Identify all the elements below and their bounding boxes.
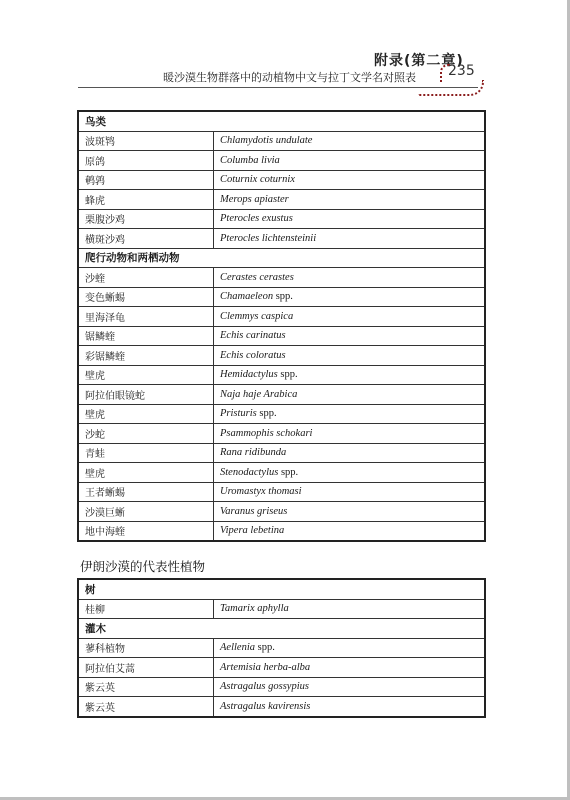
chinese-name-cell: 变色蜥蜴	[78, 287, 214, 307]
chinese-name-cell: 鹌鹑	[78, 170, 214, 190]
chinese-name-cell: 壁虎	[78, 404, 214, 424]
chinese-name-cell: 蜂虎	[78, 190, 214, 210]
table-row	[78, 268, 485, 288]
table-row	[78, 346, 485, 366]
chinese-name-cell: 壁虎	[78, 463, 214, 483]
latin-name-text: Psammophis schokari	[220, 427, 313, 439]
chinese-name-cell: 壁虎	[78, 365, 214, 385]
table-row	[78, 502, 485, 522]
group-row	[78, 248, 485, 268]
latin-name-text: Echis coloratus	[220, 349, 286, 361]
latin-name-cell	[214, 424, 486, 444]
latin-name-text: Coturnix coturnix	[220, 174, 295, 186]
chinese-name-cell: 栗腹沙鸡	[78, 209, 214, 229]
group-heading: 爬行动物和两栖动物	[78, 248, 485, 268]
table-row	[78, 638, 485, 658]
chinese-name-cell: 沙漠巨蜥	[78, 502, 214, 522]
table-row	[78, 599, 485, 619]
latin-name-text: Pterocles exustus	[220, 213, 293, 225]
chinese-name-cell: 原鸽	[78, 151, 214, 171]
latin-name-text: Chlamydotis undulate	[220, 135, 313, 147]
chinese-name-cell: 紫云英	[78, 677, 214, 697]
latin-name-cell	[214, 385, 486, 405]
table-row	[78, 190, 485, 210]
latin-name-text: Stenodactylus	[220, 466, 279, 478]
latin-name-cell	[214, 326, 486, 346]
chinese-name-cell: 沙蛇	[78, 424, 214, 444]
latin-name-cell	[214, 365, 486, 385]
table-row	[78, 658, 485, 678]
chinese-name-cell: 沙蝰	[78, 268, 214, 288]
latin-name-cell	[214, 190, 486, 210]
chinese-name-cell: 横斑沙鸡	[78, 229, 214, 249]
chinese-name-cell: 桂柳	[78, 599, 214, 619]
chinese-name-cell: 蓼科植物	[78, 638, 214, 658]
chinese-name-cell: 里海泽龟	[78, 307, 214, 327]
group-row	[78, 619, 485, 639]
latin-name-text: Pristuris	[220, 408, 257, 420]
latin-name-cell	[214, 697, 486, 717]
latin-name-cell	[214, 404, 486, 424]
table-row	[78, 404, 485, 424]
table-row	[78, 209, 485, 229]
group-row	[78, 579, 485, 599]
table-row	[78, 463, 485, 483]
latin-name-cell	[214, 209, 486, 229]
chinese-name-cell: 波斑鸨	[78, 131, 214, 151]
plants-table-body	[78, 579, 485, 717]
latin-name-text: Vipera lebetina	[220, 525, 285, 537]
chinese-name-cell: 锯鳞蝰	[78, 326, 214, 346]
latin-name-cell	[214, 346, 486, 366]
latin-name-cell	[214, 307, 486, 327]
latin-name-cell	[214, 677, 486, 697]
running-title: 暖沙漠生物群落中的动植物中文与拉丁文学名对照表	[163, 71, 416, 84]
group-heading: 鸟类	[78, 111, 485, 131]
table-row	[78, 229, 485, 249]
chinese-name-cell: 青蛙	[78, 443, 214, 463]
group-heading: 树	[78, 579, 485, 599]
latin-name-text: Merops apiaster	[220, 193, 289, 205]
species-abbrev: spp.	[257, 642, 275, 654]
header-ornament-right	[418, 80, 484, 96]
species-abbrev: spp.	[275, 291, 293, 303]
chinese-name-cell: 阿拉伯艾蒿	[78, 658, 214, 678]
chinese-name-cell: 王者蜥蜴	[78, 482, 214, 502]
latin-name-text: Aellenia	[220, 642, 255, 654]
latin-name-text: Columba livia	[220, 154, 280, 166]
latin-name-text: Rana ridibunda	[220, 447, 287, 459]
table-row	[78, 385, 485, 405]
latin-name-cell	[214, 463, 486, 483]
chinese-name-cell: 地中海蝰	[78, 521, 214, 541]
latin-name-text: Chamaeleon	[220, 291, 274, 303]
species-abbrev: spp.	[280, 466, 299, 478]
table-row	[78, 365, 485, 385]
latin-name-cell	[214, 229, 486, 249]
latin-name-cell	[214, 131, 486, 151]
table-row	[78, 482, 485, 502]
table-row	[78, 307, 485, 327]
table-row	[78, 697, 485, 717]
plants-section-heading: 伊朗沙漠的代表性植物	[80, 559, 206, 574]
page-number: 235	[448, 63, 475, 79]
latin-name-cell	[214, 268, 486, 288]
latin-name-text: Astragalus kavirensis	[220, 700, 311, 712]
latin-name-cell	[214, 638, 486, 658]
latin-name-text: Varanus griseus	[220, 505, 288, 517]
latin-name-text: Clemmys caspica	[220, 310, 294, 322]
table-row	[78, 443, 485, 463]
table-row	[78, 151, 485, 171]
latin-name-cell	[214, 521, 486, 541]
chinese-name-cell: 阿拉伯眼镜蛇	[78, 385, 214, 405]
chinese-name-cell: 紫云英	[78, 697, 214, 717]
species-abbrev: spp.	[280, 369, 298, 381]
latin-name-cell	[214, 287, 486, 307]
latin-name-cell	[214, 151, 486, 171]
plants-table	[77, 578, 486, 718]
table-row	[78, 170, 485, 190]
latin-name-text: Naja haje Arabica	[220, 388, 298, 400]
latin-name-cell	[214, 170, 486, 190]
latin-name-cell	[214, 502, 486, 522]
latin-name-text: Hemidactylus	[220, 369, 278, 381]
animals-table	[77, 110, 486, 542]
table-row	[78, 131, 485, 151]
group-row	[78, 111, 485, 131]
species-abbrev: spp.	[259, 408, 277, 420]
table-row	[78, 424, 485, 444]
table-row	[78, 326, 485, 346]
latin-name-text: Astragalus gossypius	[220, 681, 309, 693]
latin-name-text: Tamarix aphylla	[220, 603, 289, 615]
table-row	[78, 677, 485, 697]
animals-table-body	[78, 111, 485, 541]
latin-name-text: Artemisia herba-alba	[220, 661, 311, 673]
table-row	[78, 521, 485, 541]
latin-name-cell	[214, 443, 486, 463]
latin-name-text: Uromastyx thomasi	[220, 486, 302, 498]
latin-name-cell	[214, 658, 486, 678]
latin-name-text: Pterocles lichtensteinii	[220, 232, 317, 244]
latin-name-text: Cerastes cerastes	[220, 271, 294, 283]
table-row	[78, 287, 485, 307]
latin-name-cell	[214, 482, 486, 502]
chinese-name-cell: 彩锯鳞蝰	[78, 346, 214, 366]
latin-name-text: Echis carinatus	[220, 330, 286, 342]
chapter-appendix-label: 附录(第二章)	[374, 53, 464, 69]
group-heading: 灌木	[78, 619, 485, 639]
latin-name-cell	[214, 599, 486, 619]
